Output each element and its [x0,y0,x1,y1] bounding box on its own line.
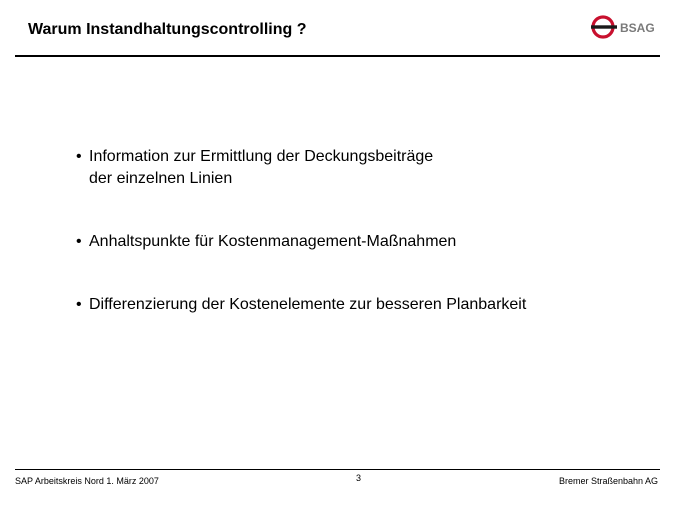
bullet-item [76,146,433,190]
bullet-text: Information zur Ermittlung der Deckungsbeiträge [89,148,434,165]
bullet-marker: • [76,233,82,250]
header-divider [15,55,660,57]
bullet-marker: • [76,148,82,165]
footer-divider [15,469,660,470]
bullet-item [76,294,526,316]
bsag-logo-icon [590,14,656,40]
svg-text:BSAG: BSAG [620,21,655,35]
footer-company: Bremer Straßenbahn AG [558,476,658,486]
footer-event-date: SAP Arbeitskreis Nord 1. März 2007 [15,476,159,486]
bullet-text-continuation: der einzelnen Linien [89,170,233,187]
bullet-text: Differenzierung der Kostenelemente zur besseren Planbarkeit [89,296,527,313]
bullet-marker: • [76,296,82,313]
bullet-text: Anhaltspunkte für Kostenmanagement-Maßnahmen [89,233,457,250]
bullet-item [76,231,456,253]
slide-title: Warum Instandhaltungscontrolling ? [28,21,307,38]
page-number: 3 [356,473,362,483]
